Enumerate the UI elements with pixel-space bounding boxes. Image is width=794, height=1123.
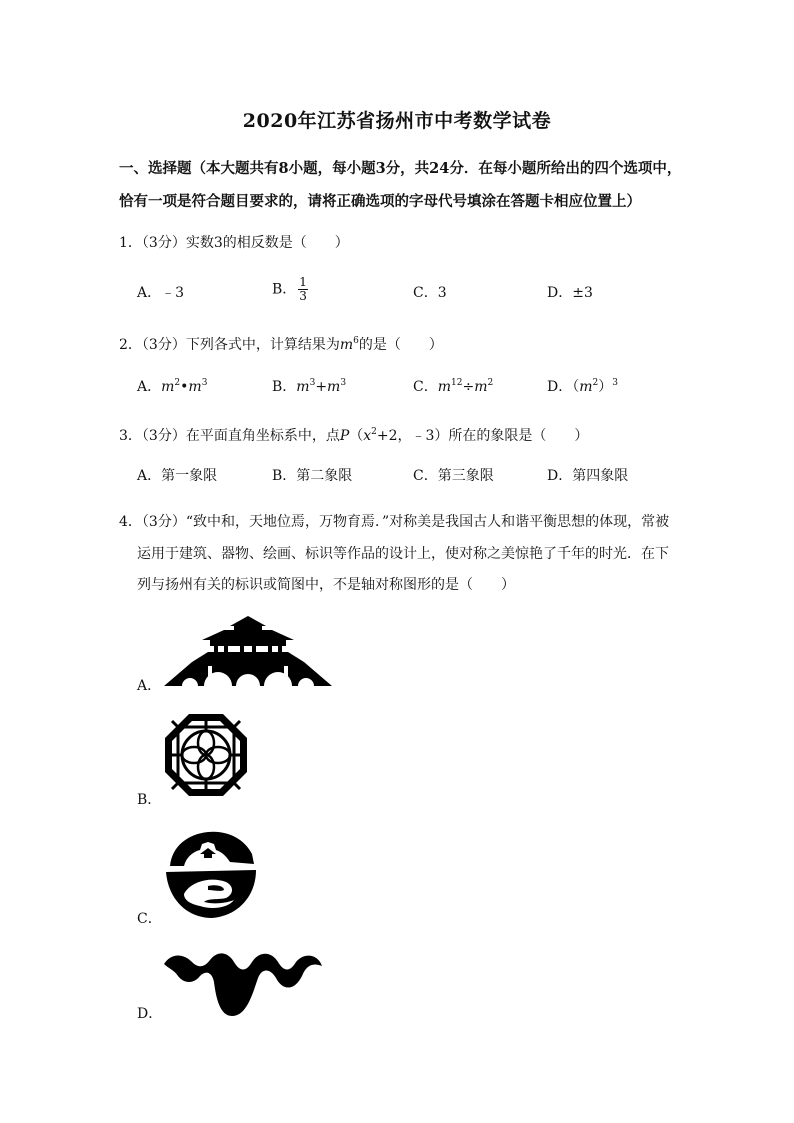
q2-stem-exp: 6 bbox=[353, 336, 359, 346]
q2-c-op: ÷ bbox=[462, 379, 475, 395]
lattice-window-icon bbox=[163, 712, 249, 798]
q2-d-label: D．（ bbox=[547, 379, 580, 395]
q2-b-exp2: 3 bbox=[340, 378, 347, 388]
q2-option-a bbox=[137, 376, 207, 396]
q2-stem-var: m bbox=[339, 337, 354, 353]
q4-option-c-label: C． bbox=[137, 911, 162, 927]
q3-stem-tail: +2，﹣3）所在的象限是（ ） bbox=[376, 428, 589, 444]
q3-var: x bbox=[363, 428, 372, 444]
fraction-numerator: 1 bbox=[299, 275, 307, 289]
round-emblem-icon bbox=[164, 828, 258, 920]
q2-b-exp1: 3 bbox=[309, 378, 316, 388]
q4-option-d-label: D． bbox=[137, 1006, 163, 1022]
q1-option-a: A．﹣3 bbox=[137, 285, 185, 301]
q3-option-c: C．第三象限 bbox=[413, 468, 494, 484]
question-2-stem bbox=[119, 324, 699, 362]
q3-option-d: D．第四象限 bbox=[547, 468, 629, 484]
q3-stem-text: 3．（3分）在平面直角坐标系中，点 bbox=[119, 428, 340, 444]
q2-option-b bbox=[272, 376, 346, 396]
q2-stem-text: 2．（3分）下列各式中，计算结果为 bbox=[119, 337, 340, 353]
q2-a-var2: m bbox=[188, 379, 202, 395]
question-4-stem-line2: 运用于建筑、器物、绘画、标识等作品的设计上，使对称之美惊艳了千年的时光．在下 bbox=[137, 546, 669, 562]
question-1-options bbox=[137, 275, 697, 312]
q1-option-b bbox=[272, 276, 308, 303]
q1-option-b-fraction bbox=[298, 276, 308, 303]
q2-c-exp1: 12 bbox=[451, 378, 463, 388]
q2-option-c bbox=[413, 376, 493, 396]
q2-c-label: C． bbox=[413, 379, 438, 395]
q2-option-d bbox=[547, 376, 618, 396]
q2-c-exp2: 2 bbox=[487, 378, 494, 388]
fraction-denominator: 3 bbox=[299, 289, 307, 303]
q2-b-var1: m bbox=[296, 379, 310, 395]
q1-option-b-label: B． bbox=[272, 281, 297, 298]
q1-option-c: C．3 bbox=[413, 285, 447, 301]
question-2-options bbox=[137, 376, 697, 406]
section-instructions-line1: 一、选择题（本大题共有8小题，每小题3分，共24分．在每小题所给出的四个选项中， bbox=[119, 160, 682, 177]
question-3-stem bbox=[119, 415, 699, 453]
question-3-options bbox=[137, 465, 697, 495]
q3-exp: 2 bbox=[371, 427, 377, 437]
q2-d-var1: m bbox=[579, 379, 593, 395]
q3-option-b: B．第二象限 bbox=[272, 468, 353, 484]
q2-stem-tail: 的是（ ） bbox=[358, 337, 443, 353]
q2-d-exp1: 2 bbox=[592, 378, 599, 388]
q2-d-exp2: 3 bbox=[612, 378, 618, 388]
q2-b-op: + bbox=[315, 379, 328, 395]
q2-a-exp2: 3 bbox=[201, 378, 208, 388]
question-4-stem-line3: 列与扬州有关的标识或简图中，不是轴对称图形的是（ ） bbox=[137, 577, 515, 593]
q3-paren: （ bbox=[349, 428, 364, 444]
q2-b-label: B． bbox=[272, 379, 297, 395]
pavilion-bridge-icon bbox=[164, 612, 332, 688]
q2-b-var2: m bbox=[327, 379, 341, 395]
q1-option-d: D．±3 bbox=[547, 285, 593, 301]
question-1-stem: 1．（3分）实数3的相反数是（ ） bbox=[119, 235, 349, 251]
q3-option-a: A．第一象限 bbox=[137, 468, 218, 484]
q3-point: P bbox=[339, 428, 350, 444]
page-title: 2020年江苏省扬州市中考数学试卷 bbox=[242, 110, 552, 132]
q2-c-var1: m bbox=[437, 379, 451, 395]
q2-d-close: ） bbox=[598, 379, 613, 395]
q2-c-var2: m bbox=[474, 379, 488, 395]
question-4-stem-line1: 4．（3分）“致中和，天地位焉，万物育焉．”对称美是我国古人和谐平衡思想的体现，常被 bbox=[119, 514, 670, 530]
q4-option-b-label: B． bbox=[137, 792, 162, 808]
q2-a-label: A． bbox=[137, 379, 162, 395]
q2-a-exp1: 2 bbox=[174, 378, 181, 388]
q2-a-op: • bbox=[180, 379, 189, 395]
q2-a-var1: m bbox=[161, 379, 175, 395]
q4-option-a-label: A． bbox=[137, 678, 162, 694]
wave-shape-icon bbox=[162, 946, 324, 1018]
section-instructions-line2: 恰有一项是符合题目要求的，请将正确选项的字母代号填涂在答题卡相应位置上） bbox=[119, 193, 641, 210]
